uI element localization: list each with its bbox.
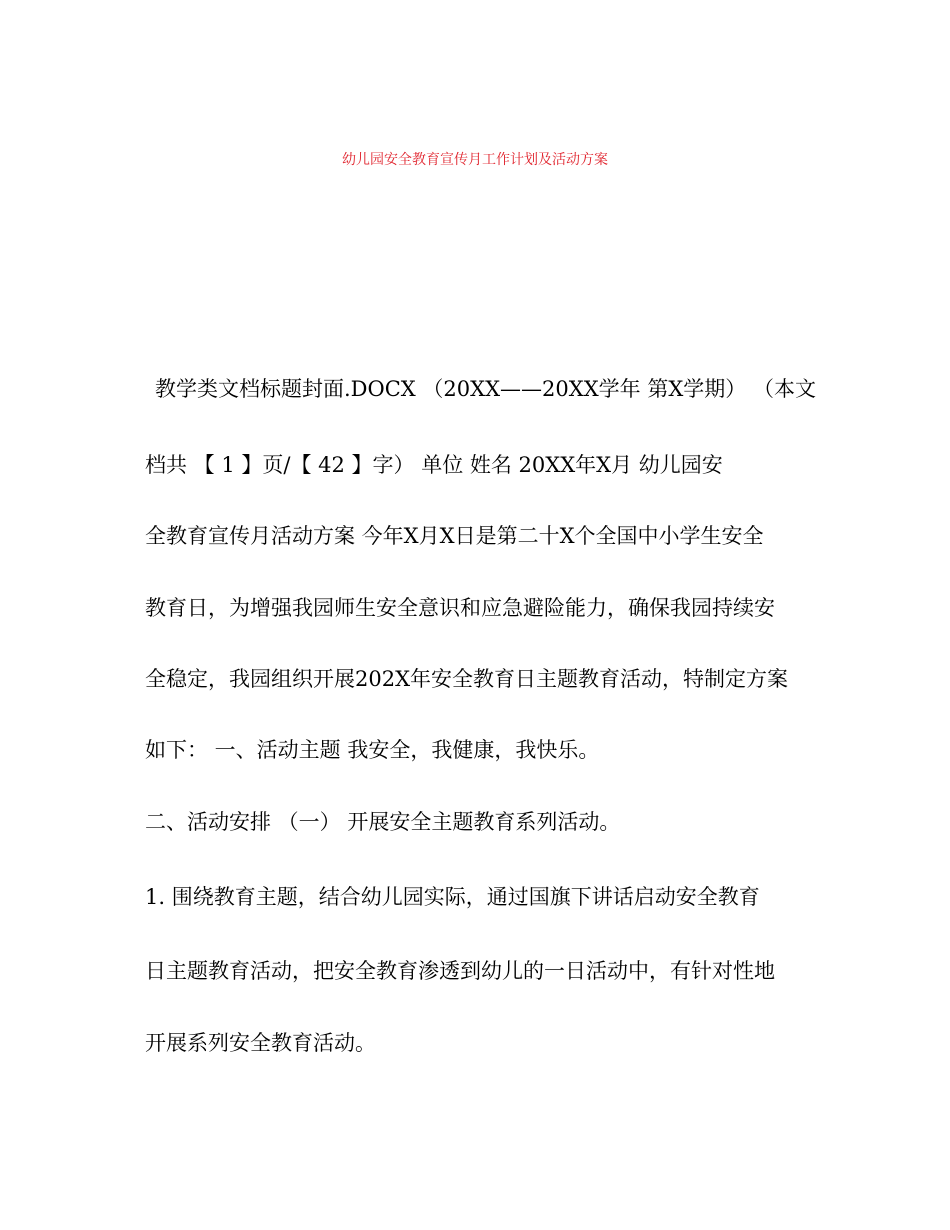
document-title: 幼儿园安全教育宣传月工作计划及活动方案	[342, 152, 608, 168]
body-line-4: 教育日，为增强我园师生安全意识和应急避险能力，确保我园持续安	[145, 596, 775, 620]
body-line-3: 全教育宣传月活动方案 今年X月X日是第二十X个全国中小学生安全	[145, 524, 764, 548]
body-line-2: 档共 【 1 】页/【 42 】字） 单位 姓名 20XX年X月 幼儿园安	[145, 453, 723, 477]
body-line-5: 全稳定，我园组织开展202X年安全教育日主题教育活动，特制定方案	[145, 667, 789, 691]
body-line-9: 日主题教育活动，把安全教育渗透到幼儿的一日活动中，有针对性地	[145, 959, 775, 983]
body-line-1: 教学类文档标题封面.DOCX （20XX——20XX学年 第X学期） （本文	[155, 377, 816, 401]
body-line-7: 二、活动安排 （一） 开展安全主题教育系列活动。	[145, 810, 621, 834]
body-line-10: 开展系列安全教育活动。	[145, 1031, 376, 1055]
body-line-8: 1. 围绕教育主题，结合幼儿园实际，通过国旗下讲话启动安全教育	[145, 885, 760, 909]
body-line-6: 如下： 一、活动主题 我安全，我健康，我快乐。	[145, 738, 600, 762]
